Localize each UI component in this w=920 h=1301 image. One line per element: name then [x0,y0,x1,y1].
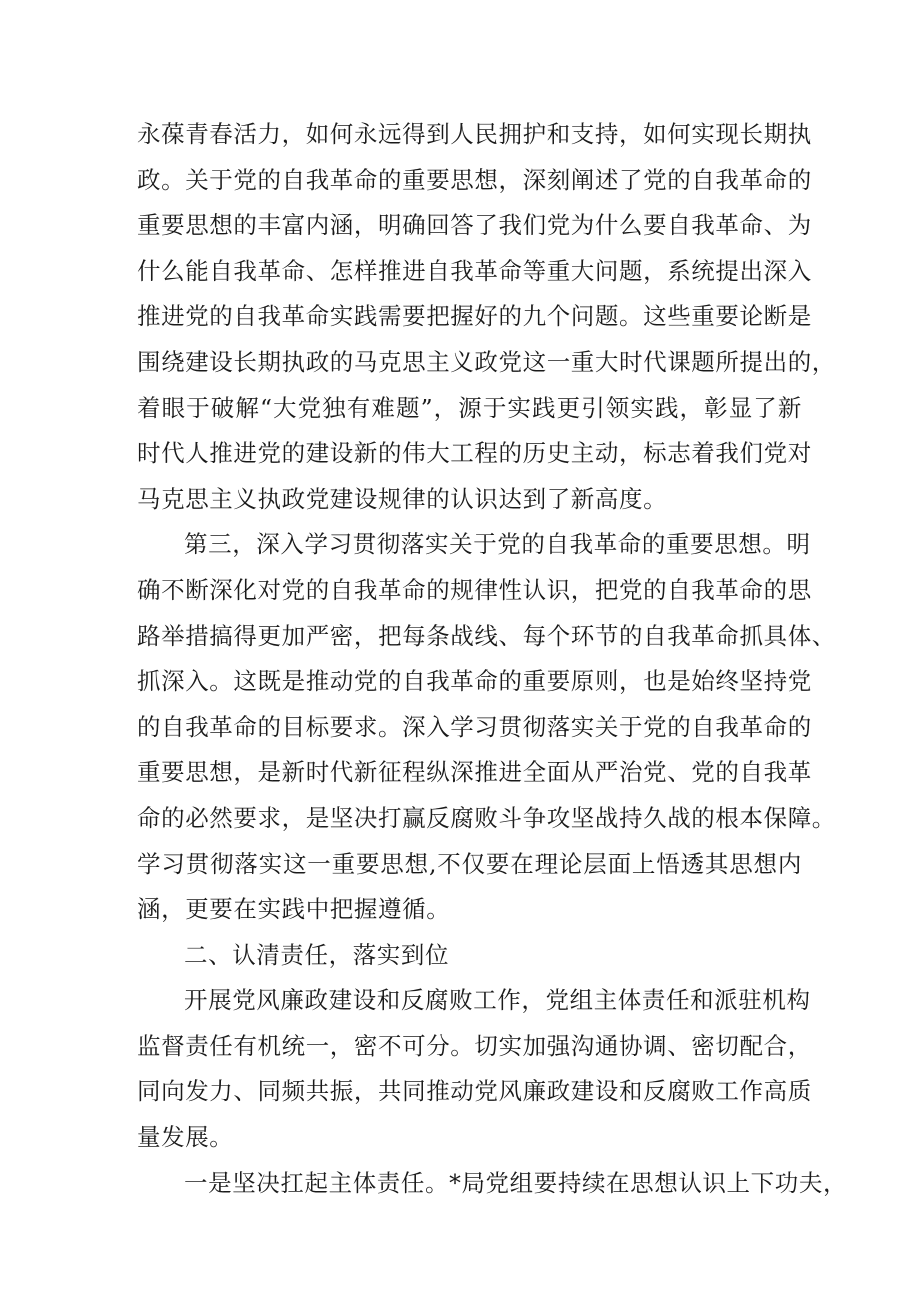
text-line: 重要思想，是新时代新征程纵深推进全面从严治党、党的自我革 [137,758,812,787]
text-line: 一是坚决扛起主体责任。*局党组要持续在思想认识上下功夫， [184,1168,848,1197]
text-line: 开展党风廉政建设和反腐败工作，党组主体责任和派驻机构 [184,986,811,1015]
text-line: 马克思主义执政党建设规律的认识达到了新高度。 [137,484,668,513]
document-body [137,112,848,1206]
text-line: 围绕建设长期执政的马克思主义政党这一重大时代课题所提出的， [137,347,836,376]
section-heading [137,933,802,979]
paragraph-1 [137,112,836,522]
text-line: 着眼于破解“大党独有难题”，源于实践更引领实践，彰显了新 [137,393,802,422]
text-line: 抓深入。这既是推动党的自我革命的重要原则，也是始终坚持党 [137,667,812,696]
text-line: 路举措搞得更加严密，把每条战线、每个环节的自我革命抓具体、 [137,621,836,650]
text-line: 监督责任有机统一，密不可分。切实加强沟通协调、密切配合， [137,1031,812,1060]
text-line: 涵，更要在实践中把握遵循。 [137,895,451,924]
text-line: 量发展。 [137,1123,234,1152]
text-line: 学习贯彻落实这一重要思想,不仅要在理论层面上悟透其思想内 [137,849,802,878]
text-line: 什么能自我革命、怎样推进自我革命等重大问题，系统提出深入 [137,256,812,285]
text-line: 二、认清责任，落实到位 [184,940,450,969]
text-line: 的自我革命的目标要求。深入学习贯彻落实关于党的自我革命的 [137,712,812,741]
text-line: 第三，深入学习贯彻落实关于党的自我革命的重要思想。明 [184,530,811,559]
text-line: 同向发力、同频共振，共同推动党风廉政建设和反腐败工作高质 [137,1077,812,1106]
paragraph-2 [137,522,836,932]
text-line: 命的必然要求，是坚决打赢反腐败斗争攻坚战持久战的根本保障。 [137,803,836,832]
text-line: 重要思想的丰富内涵，明确回答了我们党为什么要自我革命、为 [137,211,812,240]
text-line: 时代人推进党的建设新的伟大工程的历史主动，标志着我们党对 [137,439,812,468]
text-line: 推进党的自我革命实践需要把握好的九个问题。这些重要论断是 [137,302,812,331]
paragraph-4 [137,1161,848,1207]
text-line: 政。关于党的自我革命的重要思想，深刻阐述了党的自我革命的 [137,165,812,194]
text-line: 确不断深化对党的自我革命的规律性认识，把党的自我革命的思 [137,575,812,604]
text-line: 永葆青春活力，如何永远得到人民拥护和支持，如何实现长期执 [137,120,812,148]
paragraph-3 [137,978,812,1160]
